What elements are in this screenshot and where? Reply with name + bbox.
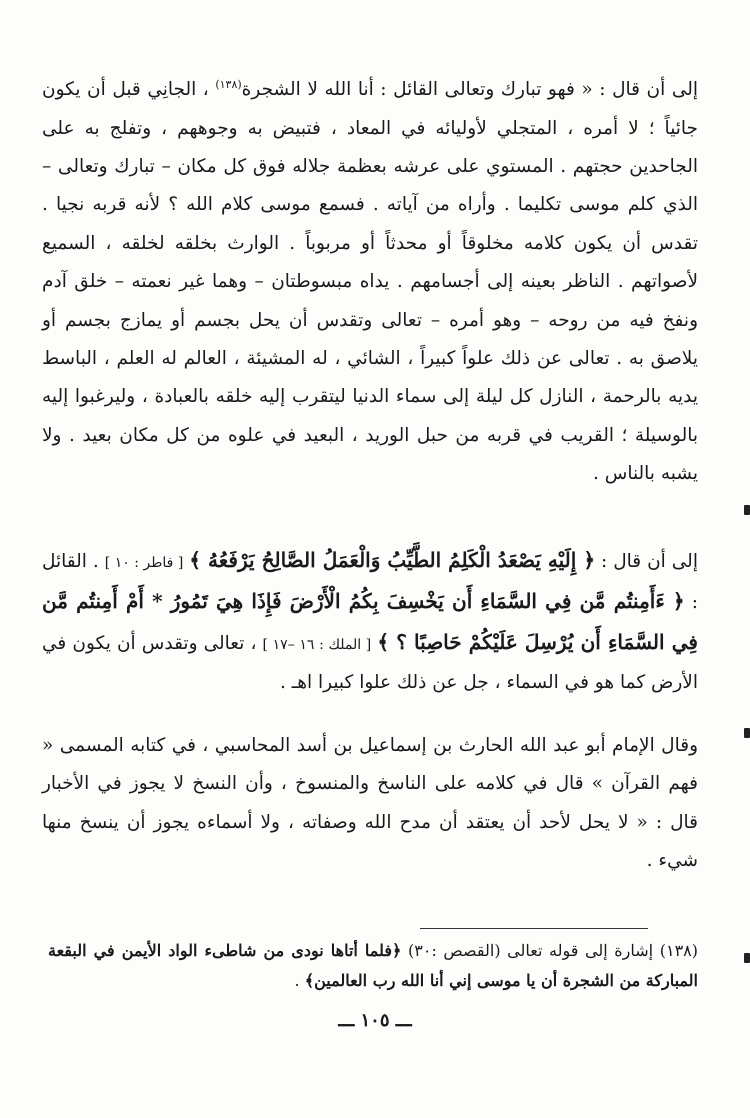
footnote-reference[interactable]: (١٣٨) [215,78,242,91]
verse-reference: [ الملك : ١٦ –١٧ ] [262,636,372,653]
quran-verse: ﴿ ءَأَمِنتُم مَّن فِي السَّمَاءِ أَن يَخْسِفَ بِكُمُ الْأَرْضَ فَإِذَا هِيَ تَمُورُ * أَمْ أَمِنتُم مَّن فِي السَّمَاءِ أَن يُرْسِلَ عَلَيْكُمْ حَاصِبًا ؟ ﴾ [42,589,698,654]
paragraph-body: ، تعالى وتقدس أن يكون في الأرض كما هو في السماء ، جل عن ذلك علوا كبيرا اهـ . [42,632,698,694]
paragraph-body: وقال الإمام أبو عبد الله الحارث بن إسماعيل بن أسد المحاسبي ، في كتابه المسمى « فهم القرآن » قال في كلامه على الناسخ والمنسوخ ، وأن النسخ لا يجوز في الأخبار قال : « لا يحل لأحد أن يعتقد أن مدح الله وصفاته ، ولا أسماءه يجوز أن ينسخ منها شيء . [42,735,698,872]
verse-reference: [ فاطر : ١٠ ] [104,555,184,571]
page-edge-mark [744,728,750,738]
paragraph-body: ، الجانِي قبل أن يكون جائياً ؛ لا أمره ، المتجلي لأوليائه في المعاد ، فتبيض به وجوههم ، وتفلج به على الجاحدين حجتهم . المستوي على عرشه بعظمة جلاله فوق كل مكان – تبارك وتعالى – الذي كلم موسى تكليما . وأراه من آياته . فسمع موسى كلام الله ؟ لأنه قربه نجيا . تقدس أن يكون كلامه مخلوقاً أو محدثاً أو مربوباً . الوارث بخلقه لخلقه ، السميع لأصواتهم . الناظر بعينه إلى أجسامهم . يداه مبسوطتان – وهما غير نعمته – خلق آدم ونفخ فيه من روحه – وهو أمره – تعالى وتقدس أن يحل بجسم أو يمازج بجسم أو يلاصق به . تعالى عن ذلك علواً كبيراً ، الشائي ، له المشيئة ، العالم له العلم ، الباسط يديه بالرحمة ، النازل كل ليلة إلى سماء الدنيا ليتقرب إليه خلقه بالعبادة ، وليرغبوا إليه بالوسيلة ؛ القريب في قربه من حبل الوريد ، البعيد في علوه من كل مكان بعيد . ولا يشبه بالناس . [42,79,698,485]
paragraph-3 [42,727,698,881]
quote-opening: « فهو تبارك وتعالى القائل : أنا الله لا الشجرة [241,79,593,101]
footnote-number: (١٣٨) [659,941,698,960]
footnote [48,936,698,996]
paragraph-1 [42,66,698,494]
page-edge-mark [744,953,750,963]
footnote-quote: ﴿فلما أتاها نودى من شاطىء الواد الأيمن في البقعة المباركة من الشجرة أن يا موسى إني أنا الله رب العالمين﴾ [48,941,698,990]
page-edge-mark [744,505,750,515]
footnote-divider [420,928,648,929]
footnote-end: . [294,971,300,990]
paragraph-lead: إلى أن قال : [599,79,699,101]
page-number: ـــ ١٠٥ ـــ [338,1010,412,1031]
paragraph-2 [42,541,698,703]
paragraph-text: . القائل : [42,551,698,614]
paragraph-lead: إلى أن قال : [601,551,698,572]
quran-verse: ﴿ إِلَيْهِ يَصْعَدُ الْكَلِمُ الطَّيِّبُ وَالْعَمَلُ الصَّالِحُ يَرْفَعُهُ ﴾ [189,548,596,572]
footnote-text: إشارة إلى قوله تعالى (القصص :٣٠) [408,941,654,960]
